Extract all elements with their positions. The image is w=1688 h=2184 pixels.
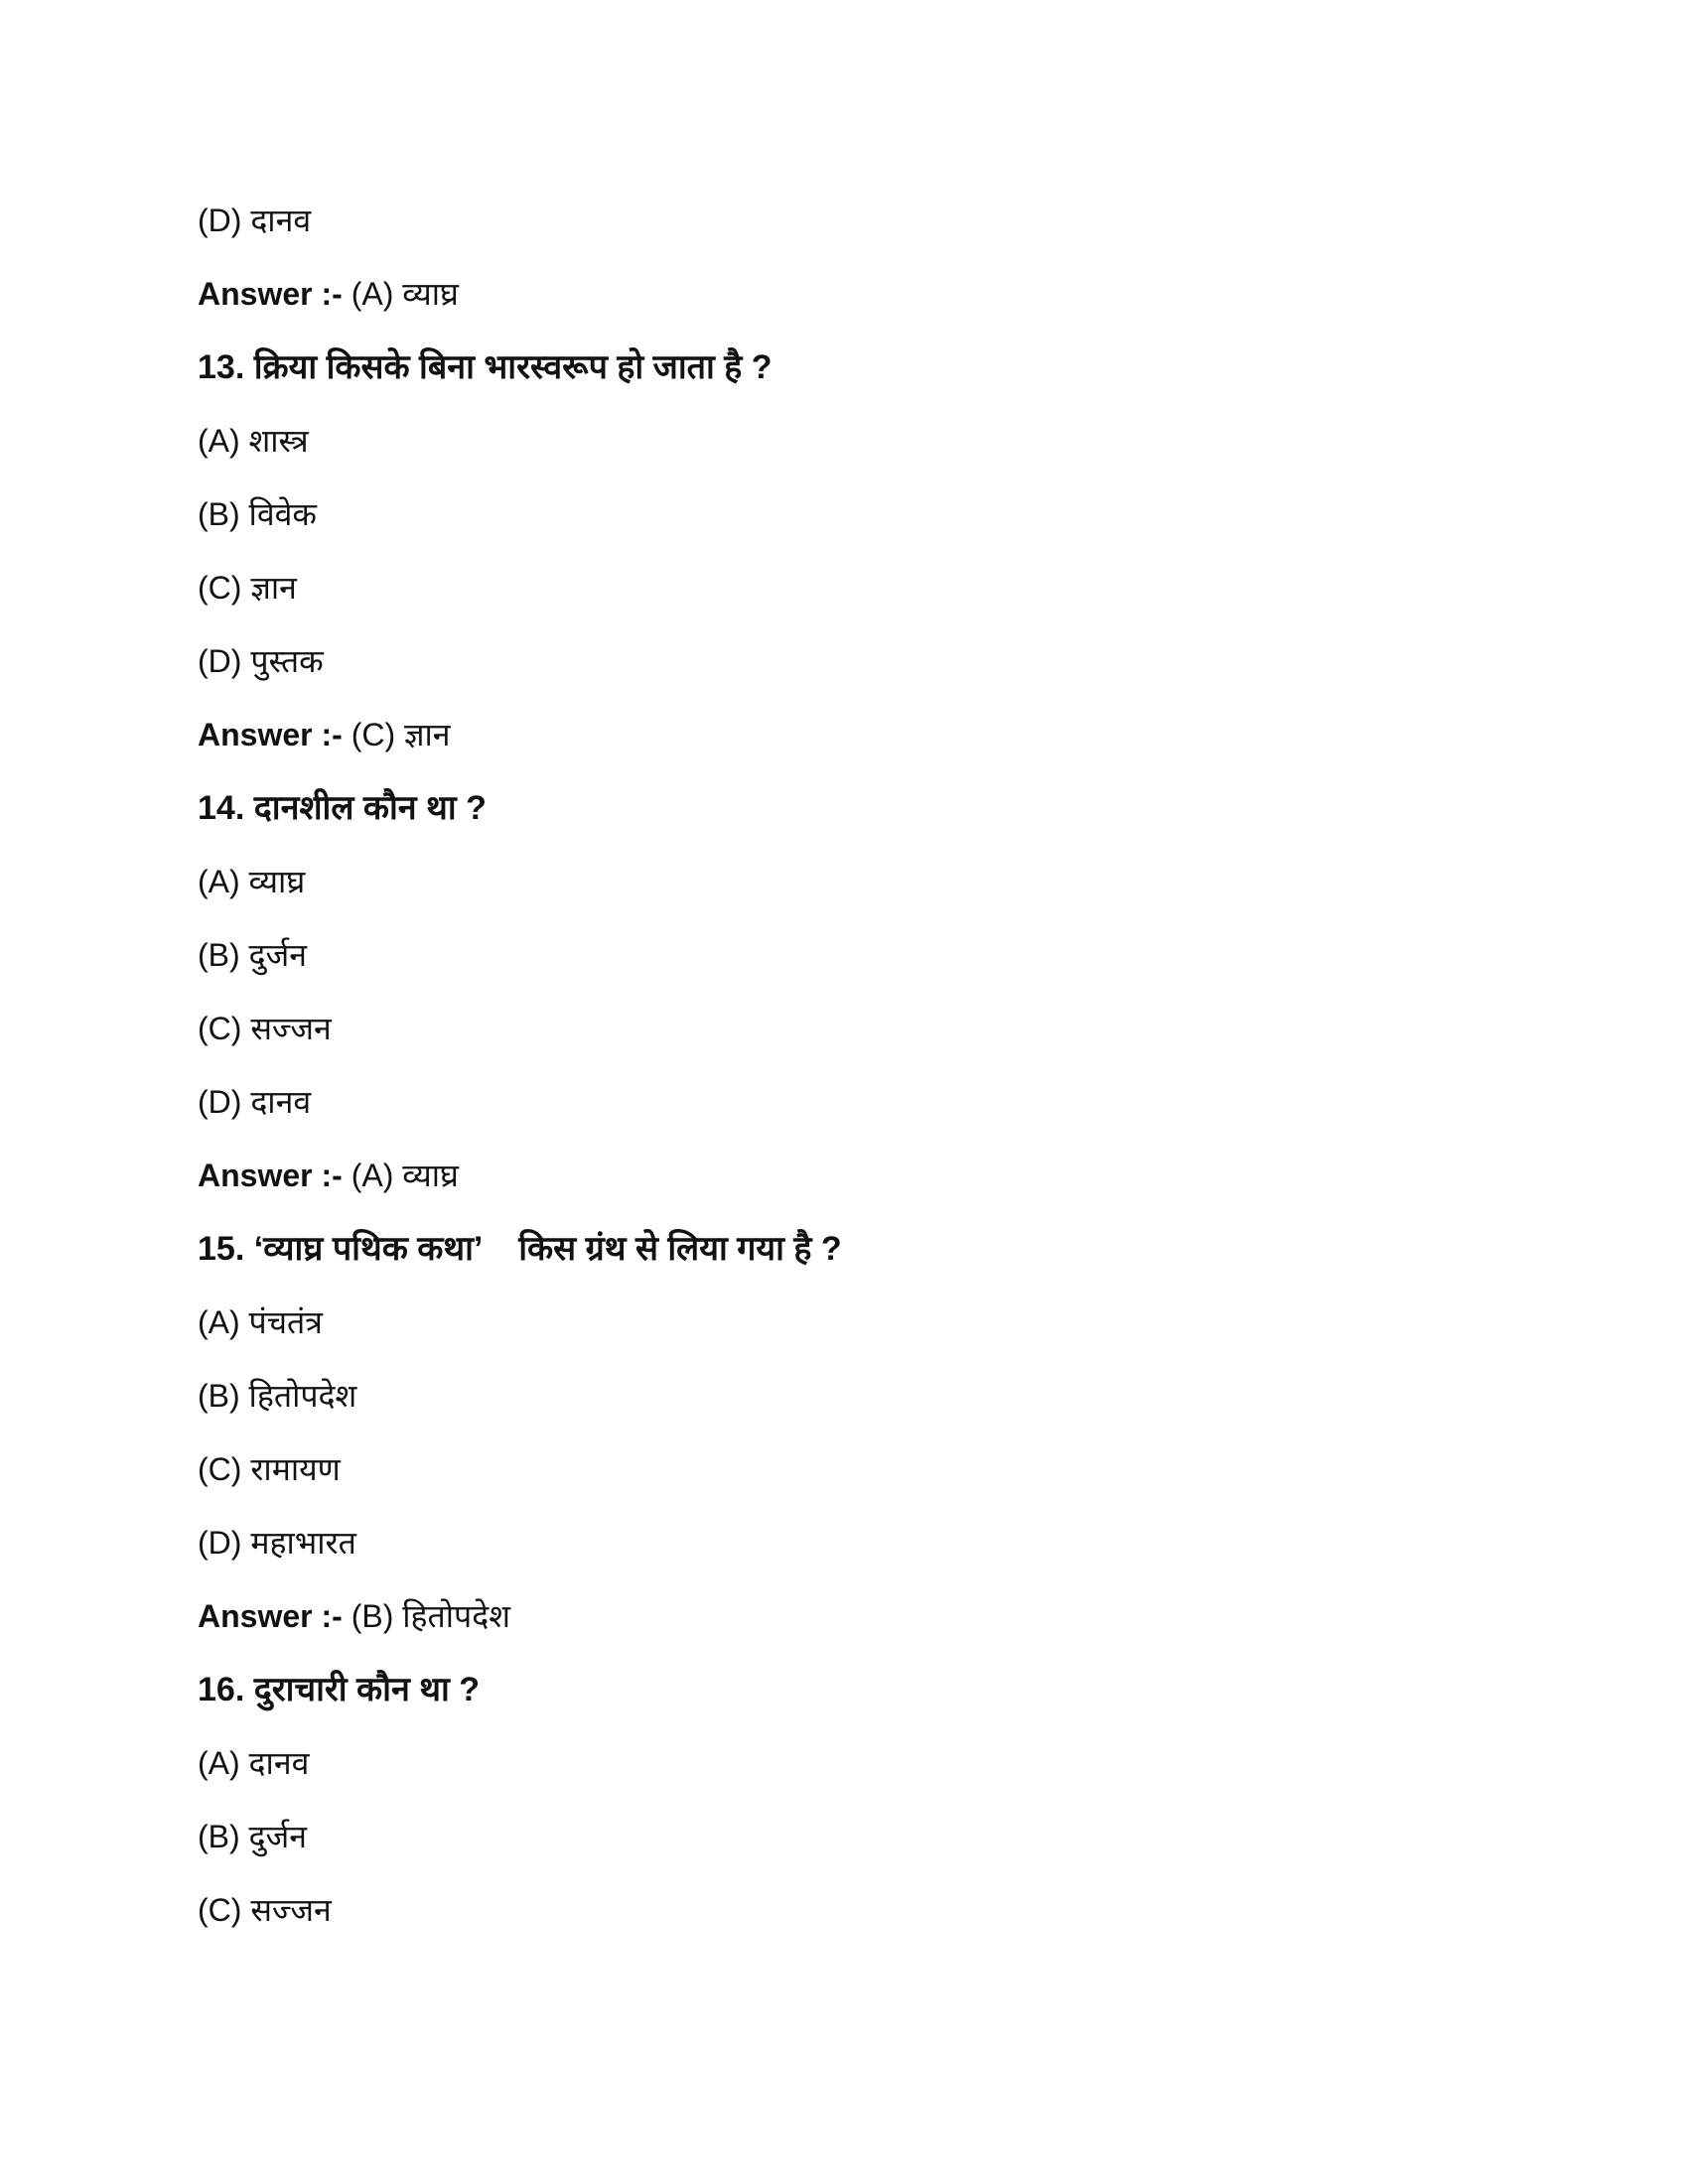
question-text: 14. दानशील कौन था ? [198, 789, 487, 827]
option-text: (B) दुर्जन [198, 937, 308, 973]
answer-label: Answer :- [198, 276, 343, 312]
option-text: (C) सज्जन [198, 1011, 332, 1046]
option-text: (A) दानव [198, 1745, 310, 1781]
answer-line [198, 713, 451, 756]
answer-line [198, 272, 459, 316]
option-text: (D) दानव [198, 1084, 312, 1120]
question-text: 13. क्रिया किसके बिना भारस्वरूप हो जाता है ? [198, 348, 773, 386]
answer-text: (A) व्याघ्र [342, 276, 459, 312]
option-text: (A) पंचतंत्र [198, 1304, 323, 1340]
option-text: (B) विवेक [198, 496, 317, 532]
option-text: (B) हितोपदेश [198, 1378, 357, 1414]
question-text: 15. ‘व्याघ्र पथिक कथा’ किस ग्रंथ से लिया गया है ? [198, 1230, 842, 1268]
answer-label: Answer :- [198, 1598, 343, 1634]
question-text: 16. दुराचारी कौन था ? [198, 1671, 481, 1708]
option-text: (D) महाभारत [198, 1525, 356, 1561]
option-text: (D) दानव [198, 203, 312, 238]
answer-text: (B) हितोपदेश [342, 1598, 510, 1634]
option-text: (A) शास्त्र [198, 423, 309, 459]
option-text: (C) रामायण [198, 1451, 341, 1487]
option-text: (B) दुर्जन [198, 1819, 308, 1854]
answer-text: (C) ज्ञान [342, 717, 451, 752]
answer-line [198, 1154, 459, 1197]
answer-text: (A) व्याघ्र [342, 1158, 459, 1193]
answer-label: Answer :- [198, 717, 343, 752]
option-text: (A) व्याघ्र [198, 864, 306, 899]
answer-line [198, 1594, 510, 1638]
option-text: (C) सज्जन [198, 1892, 332, 1928]
option-text: (C) ज्ञान [198, 570, 297, 606]
answer-label: Answer :- [198, 1158, 343, 1193]
option-text: (D) पुस्तक [198, 643, 324, 679]
